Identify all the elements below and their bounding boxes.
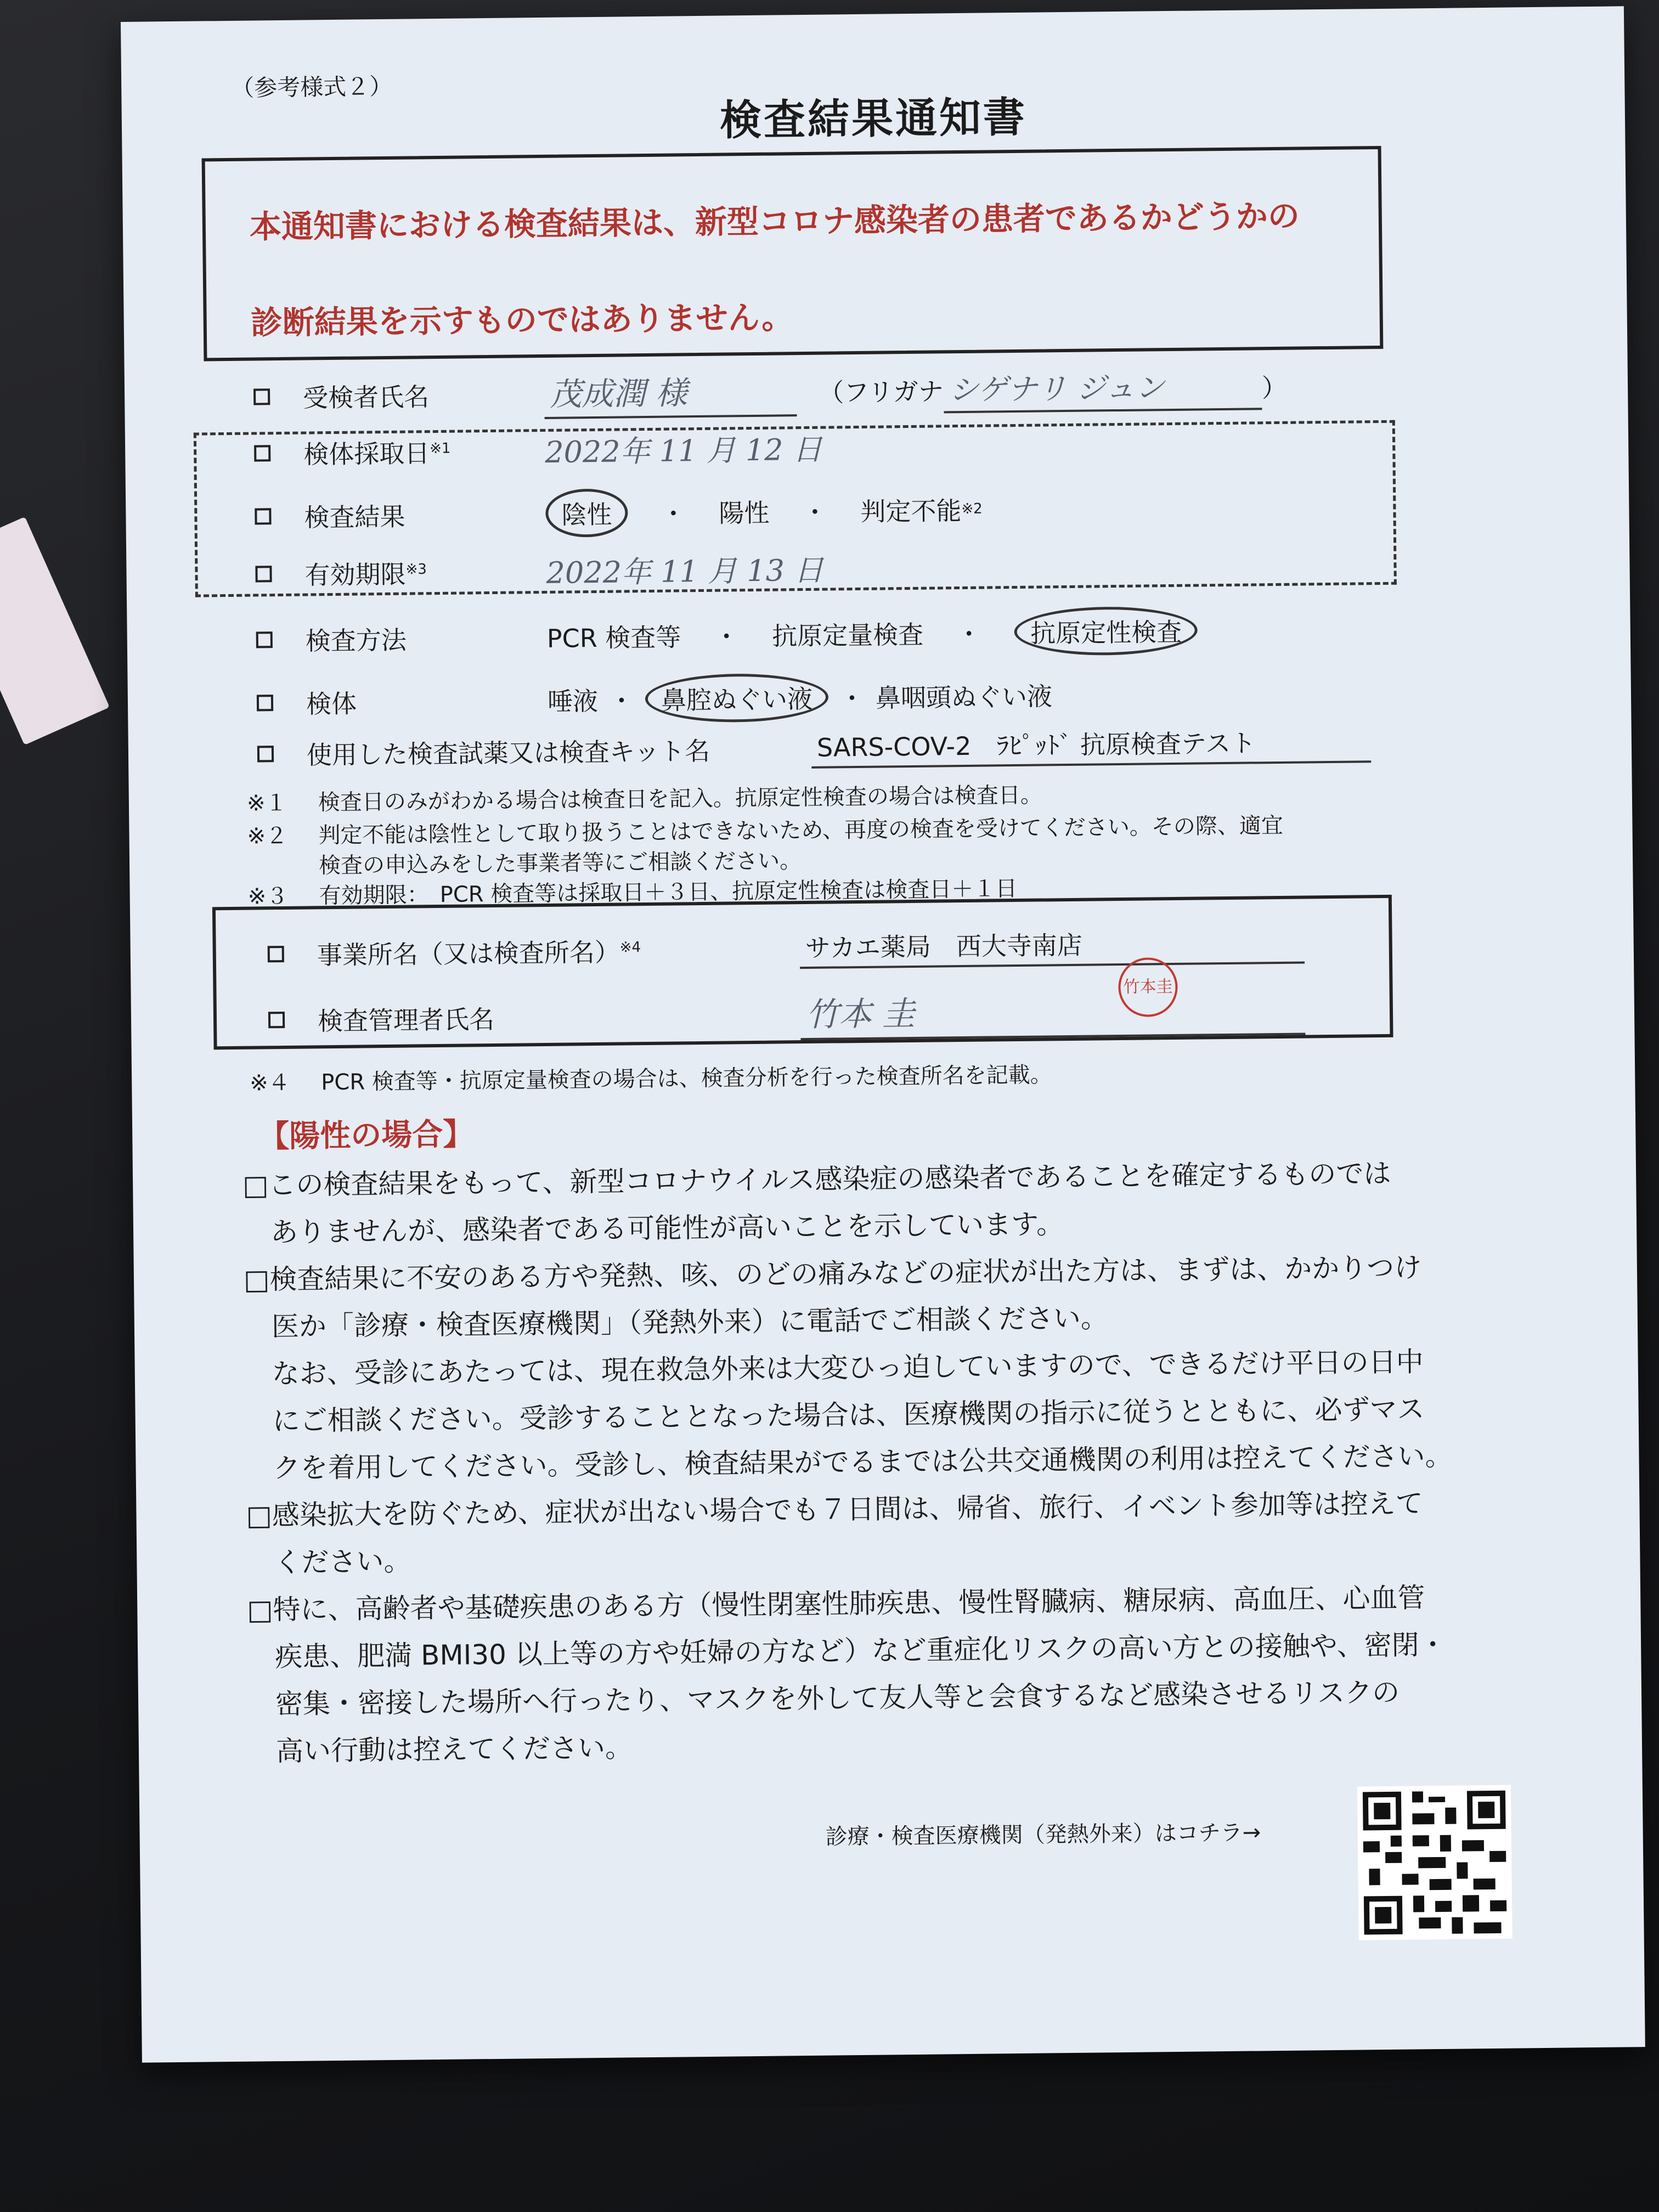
test-result-document xyxy=(121,6,1645,2062)
para-line: にご相談ください。受診することとなった場合は、医療機関の指示に従うとともに、必ずマス xyxy=(272,1393,1425,1437)
specimen-nasopharyngeal: 鼻咽頭ぬぐい液 xyxy=(875,681,1053,713)
form-reference: （参考様式２） xyxy=(231,72,393,101)
separator-dot: ・ xyxy=(956,619,982,650)
manager-value: 竹本 圭 xyxy=(800,983,1306,1040)
specimen-label: 検体 xyxy=(306,689,357,719)
manager-label: 検査管理者氏名 xyxy=(317,1004,495,1036)
row-specimen xyxy=(257,670,1053,727)
sample-date-mark: ※1 xyxy=(430,439,451,457)
para-line: 医か「診療・検査医療機関」（発熱外来）に電話でご相談ください。 xyxy=(271,1302,1109,1343)
para-line: ありませんが、感染者である可能性が高いことを示しています。 xyxy=(270,1208,1064,1249)
kit-value: SARS-COV-2 ﾗﾋﾟｯﾄﾞ 抗原検査テスト xyxy=(811,722,1372,769)
para-line: □感染拡大を防ぐため、症状が出ない場合でも７日間は、帰省、旅行、イベント参加等は控えて xyxy=(246,1487,1423,1532)
result-positive: 陽性 xyxy=(719,498,770,528)
name-value: 茂成潤 様 xyxy=(544,366,797,419)
row-kit xyxy=(257,722,1372,774)
furigana-label: （フリガナ xyxy=(818,376,944,408)
checkbox[interactable] xyxy=(253,388,270,405)
qr-code-icon[interactable] xyxy=(1357,1785,1513,1940)
method-pcr: PCR 検査等 xyxy=(546,622,681,653)
result-negative-circled: 陰性 xyxy=(545,488,628,538)
para-line: なお、受診にあたっては、現在救急外来は大変ひっ迫していますので、できるだけ平日の日中 xyxy=(272,1346,1424,1390)
furigana-value: シゲナリ ジュン xyxy=(943,363,1262,413)
sample-date-label: 検体採取日 xyxy=(303,438,430,470)
result-undetermined: 判定不能 xyxy=(860,496,962,527)
positive-instructions xyxy=(242,1147,1659,1775)
separator-dot: ・ xyxy=(661,499,686,529)
method-quantitative: 抗原定量検査 xyxy=(771,619,924,651)
separator-dot: ・ xyxy=(802,497,828,528)
para-line: □特に、高齢者や基礎疾患のある方（慢性閉塞性肺疾患、慢性腎臓病、糖尿病、高血圧、心血管 xyxy=(247,1582,1425,1626)
specimen-nasal-circled: 鼻腔ぬぐい液 xyxy=(645,673,829,723)
qr-caption: 診療・検査医療機関（発熱外来）はコチラ→ xyxy=(825,1820,1261,1850)
separator-dot: ・ xyxy=(608,686,635,716)
note-1: ※１ 検査日のみがわかる場合は検査日を記入。抗原定性検査の場合は検査日。 xyxy=(246,782,1043,816)
name-label: 受検者氏名 xyxy=(302,382,430,413)
note-2-cont: 検査の申込みをした事業者等にご相談ください。 xyxy=(318,848,802,879)
row-method xyxy=(256,606,1198,664)
para-line: ください。 xyxy=(274,1545,411,1579)
expiry-label: 有効期限 xyxy=(304,559,406,590)
kit-label: 使用した検査試薬又は検査キット名 xyxy=(306,736,710,770)
para-line: クを着用してください。受診し、検査結果がでるまでは公共交通機関の利用は控えてください。 xyxy=(273,1440,1453,1485)
seal-stamp: 竹本圭 xyxy=(1118,957,1178,1017)
notice-box xyxy=(202,146,1384,361)
para-line: 疾患、肥満 BMI30 以上等の方や妊婦の方など）など重症化リスクの高い方との接触や、密閉・ xyxy=(274,1628,1447,1673)
note-3: ※３ 有効期限： PCR 検査等は採取日＋３日、抗原定性検査は検査日＋１日 xyxy=(247,876,1018,910)
expiry-mark: ※3 xyxy=(405,561,427,578)
notice-line-1: 本通知書における検査結果は、新型コロナ感染者の患者であるかどうかの xyxy=(249,197,1300,246)
sample-date-value: 2022年 11 月 12 日 xyxy=(544,432,823,470)
checkbox[interactable] xyxy=(255,508,271,524)
row-result xyxy=(255,485,983,541)
checkbox[interactable] xyxy=(257,746,274,762)
checkbox[interactable] xyxy=(268,1012,285,1028)
checkbox[interactable] xyxy=(255,566,272,582)
positive-heading: 【陽性の場合】 xyxy=(258,1116,474,1155)
row-name xyxy=(253,361,1288,422)
para-line: 密集・密接した場所へ行ったり、マスクを外して友人等と会食するなど感染させるリスクの xyxy=(275,1676,1400,1720)
document-title: 検査結果通知書 xyxy=(719,92,1028,145)
note-2: ※２ 判定不能は陰性として取り扱うことはできないため、再度の検査を受けてください。その際、適宜 xyxy=(247,812,1284,849)
specimen-saliva: 唾液 xyxy=(547,686,599,716)
method-qualitative-circled: 抗原定性検査 xyxy=(1014,606,1198,656)
para-line: 高い行動は控えてください。 xyxy=(275,1731,633,1768)
result-label: 検査結果 xyxy=(304,501,405,533)
row-expiry xyxy=(255,547,823,595)
note-4: ※４ PCR 検査等・抗原定量検査の場合は、検査分析を行った検査所名を記載。 xyxy=(250,1062,1052,1096)
para-line: □検査結果に不安のある方や発熱、咳、のどの痛みなどの症状が出た方は、まずは、かかりつけ xyxy=(243,1251,1422,1296)
para-line: □この検査結果をもって、新型コロナウイルス感染症の感染者であることを確定するものでは xyxy=(242,1157,1391,1201)
office-label: 事業所名（又は検査所名） xyxy=(317,937,620,970)
checkbox[interactable] xyxy=(257,695,273,711)
expiry-value: 2022年 11 月 13 日 xyxy=(546,552,824,590)
method-label: 検査方法 xyxy=(305,625,407,656)
office-mark: ※4 xyxy=(619,939,641,956)
checkbox[interactable] xyxy=(256,631,273,648)
result-mark: ※2 xyxy=(961,500,983,518)
furigana-close: ） xyxy=(1261,373,1288,403)
checkbox[interactable] xyxy=(268,946,284,962)
office-value: サカエ薬局 西大寺南店 xyxy=(799,923,1305,969)
notice-line-2: 診断結果を示すものではありません。 xyxy=(250,298,794,342)
separator-dot: ・ xyxy=(839,683,865,714)
separator-dot: ・ xyxy=(713,622,740,652)
